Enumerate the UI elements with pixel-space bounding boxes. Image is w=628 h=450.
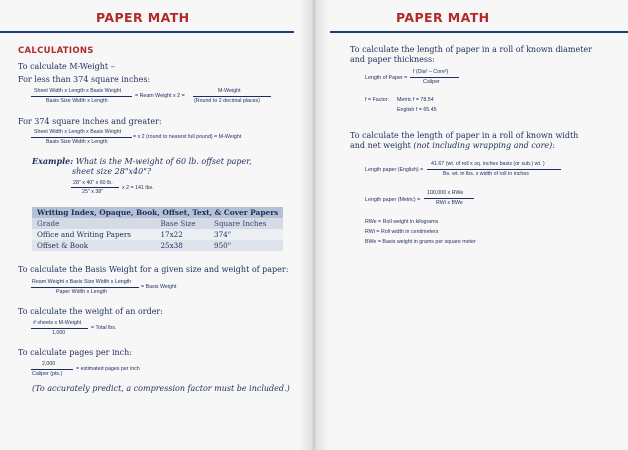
english-formula-lhs: Length paper (English) =	[365, 167, 424, 173]
mweight-intro: To calculate M-Weight –	[18, 62, 115, 71]
basis-tail: = Basis Weight	[141, 284, 177, 290]
example-label: Example:	[32, 156, 74, 166]
table-cell: 950"	[209, 240, 283, 251]
roll-formula-denominator: Caliper	[423, 79, 440, 85]
table-cell: 17x22	[155, 229, 209, 240]
small-sheet-label: For less than 374 square inches:	[18, 75, 151, 84]
right-page	[314, 0, 628, 450]
basis-numerator: Ream Weight x Basis Size Width x Length	[32, 279, 132, 285]
example-numerator: 28" x 40" x 60 lb.	[73, 180, 113, 186]
calculations-heading: CALCULATIONS	[18, 46, 94, 56]
example-denominator: 25" x 38"	[82, 189, 104, 195]
legend-roll-weight: RWe = Roll weight in kilograms	[365, 219, 439, 225]
net-weight-label-text: and net weight	[350, 141, 414, 150]
factor-english: English f = 65.45	[397, 107, 437, 113]
pages-numerator: 2,000	[42, 361, 56, 367]
legend-basis-weight: BWe = Basis weight in grams per square meter	[365, 239, 476, 245]
left-header-rule	[0, 31, 294, 33]
paper-sizes-table	[32, 207, 283, 251]
small-formula-bar-2	[193, 96, 271, 97]
metric-formula-bar	[424, 198, 474, 199]
large-formula-tail: = x 2 (round to nearest full pound) = M-Weight	[133, 134, 242, 140]
small-formula-bar	[31, 96, 132, 97]
english-formula-bar	[427, 169, 561, 170]
net-weight-label-italic: (not including wrapping and core):	[413, 141, 555, 150]
order-weight-label: To calculate the weight of an order:	[18, 307, 163, 316]
net-weight-label-line2	[350, 141, 555, 151]
english-formula-numerator: 41.67 (wt. of roll x sq. inches basis (or sub.) wt. )	[431, 161, 545, 167]
right-header-rule	[330, 31, 628, 33]
small-formula-middle: = Ream Weight x 2 =	[135, 93, 185, 99]
roll-length-label-line2: and paper thickness:	[350, 55, 435, 64]
roll-formula-numerator: f (Dia² – Core²)	[413, 69, 449, 75]
basis-bar	[31, 287, 139, 288]
small-formula-numerator-2: M-Weight	[218, 88, 241, 94]
legend-roll-width: RWi = Roll width in centimeters	[365, 229, 439, 235]
basis-denominator: Paper Width x Length	[56, 289, 107, 295]
left-page-header: PAPER MATH	[96, 10, 190, 25]
table-header-base-size: Base Size	[155, 218, 209, 229]
factor-metric: Metric f = 78.54	[397, 97, 434, 103]
roll-length-label-line1: To calculate the length of paper in a roll of known diameter	[350, 45, 592, 54]
table-title: Writing Index, Opaque, Book, Offset, Text, & Cover Papers	[32, 207, 283, 218]
metric-formula-lhs: Length paper (Metric) =	[365, 197, 421, 203]
example-bar	[71, 187, 119, 188]
pages-bar	[31, 369, 73, 370]
large-formula-denominator: Basis Size Width x Length	[46, 139, 108, 145]
large-formula-numerator: Sheet Width x Length x Basis Weight	[34, 129, 122, 135]
order-tail: = Total lbs.	[91, 325, 117, 331]
pages-per-inch-label: To calculate pages per inch:	[18, 348, 132, 357]
factor-label: f = Factor:	[365, 97, 389, 103]
order-numerator: # sheets x M-Weight	[33, 320, 82, 326]
basis-weight-label: To calculate the Basis Weight for a given size and weight of paper:	[18, 265, 289, 274]
table-cell: 374"	[209, 229, 283, 240]
table-row	[32, 229, 283, 240]
net-weight-label-line1: To calculate the length of paper in a roll of known width	[350, 131, 579, 140]
example-tail: x 2 = 141 lbs.	[122, 185, 154, 191]
roll-formula-bar	[410, 77, 459, 78]
table-row	[32, 240, 283, 251]
right-page-header: PAPER MATH	[396, 10, 490, 25]
small-formula-denominator-2: (Round to 2 decimal places)	[194, 98, 260, 104]
table-cell: 25x38	[155, 240, 209, 251]
order-denominator: 1,000	[52, 330, 66, 336]
example	[32, 156, 252, 167]
example-question: What is the M-weight of 60 lb. offset paper,	[75, 157, 252, 166]
metric-formula-denominator: RWi x BWe	[436, 200, 463, 206]
pages-tail: = estimated pages per inch	[76, 366, 140, 372]
compression-note: (To accurately predict, a compression factor must be included.)	[32, 384, 290, 393]
table-header-grade: Grade	[32, 218, 155, 229]
small-formula-denominator: Basis Size Width x Length	[46, 98, 108, 104]
example-question-line2: sheet size 28"x40"?	[72, 167, 152, 176]
book-gutter	[300, 0, 328, 450]
english-formula-denominator: Bs. wt. in lbs. x width of roll in inches	[443, 171, 529, 177]
large-sheet-label: For 374 square inches and greater:	[18, 117, 162, 126]
large-formula-bar	[31, 137, 132, 138]
table-cell: Office and Writing Papers	[32, 229, 155, 240]
table-cell: Offset & Book	[32, 240, 155, 251]
order-bar	[31, 328, 88, 329]
table-header-square-inches: Square Inches	[209, 218, 283, 229]
metric-formula-numerator: 100,000 x RWe	[427, 190, 464, 196]
small-formula-numerator: Sheet Width x Length x Basis Weight	[34, 88, 122, 94]
left-page	[0, 0, 312, 450]
roll-formula-lhs: Length of Paper =	[365, 75, 408, 81]
pages-denominator: Caliper (pts.)	[32, 371, 63, 377]
